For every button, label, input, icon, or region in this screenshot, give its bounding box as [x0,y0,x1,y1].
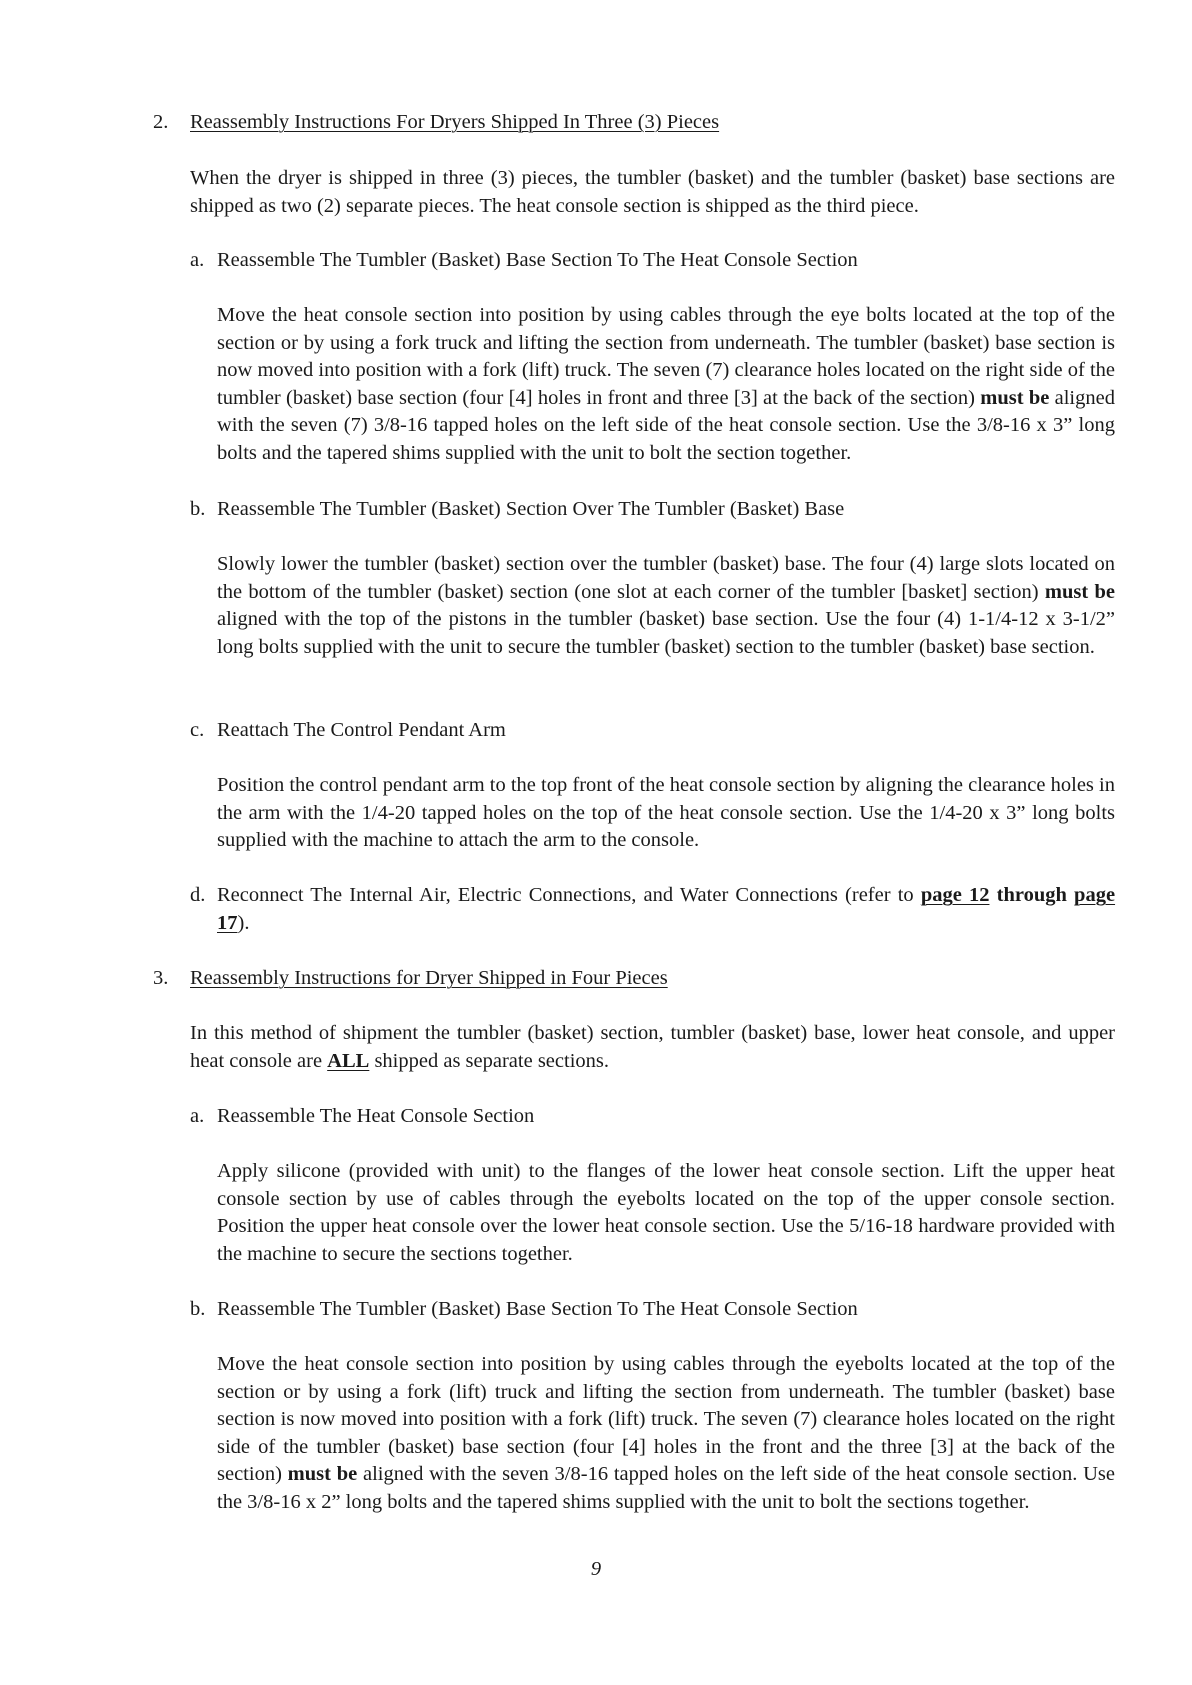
step-2a-emphasis: must be [980,386,1050,409]
section-2-heading: Reassembly Instructions For Dryers Shipped In Three (3) Pieces [190,111,720,133]
step-3b-body-text: Move the heat console section into position by using cables through the eyebolts located at the top of the section or by using a fork (lift) truck and lifting the section from underneath. The tumbler (basket) base section is now moved into position with a fork (lift) truck. The seven (7) clearance holes located on the right side of the tumbler (basket) base section (four [4] holes in the front and the three [3] at the back of the section) [217,1353,1115,1486]
step-2c-title: Reattach The Control Pendant Arm [217,719,506,741]
step-2a-title: Reassemble The Tumbler (Basket) Base Section To The Heat Console Section [217,249,858,271]
through-text: through [996,884,1067,906]
section-2-number: 2. [153,111,169,133]
step-3b-title: Reassemble The Tumbler (Basket) Base Section To The Heat Console Section [217,1298,858,1320]
section-2-intro: When the dryer is shipped in three (3) pieces, the tumbler (basket) and the tumbler (basket) base sections are shipped as two (2) separate pieces. The heat console section is shipped as the third piece. [190,167,1115,217]
step-2b-body [217,551,1115,661]
step-3b-body [217,1351,1115,1517]
step-2b-title: Reassemble The Tumbler (Basket) Section Over The Tumbler (Basket) Base [217,498,845,520]
step-2a-label: a. [190,249,205,271]
step-2d-title-text: Reconnect The Internal Air, Electric Connections, and Water Connections (refer to [217,884,914,906]
section-3-intro-text-cont: shipped as separate sections. [374,1049,609,1072]
step-3a-body: Apply silicone (provided with unit) to the flanges of the lower heat console section. Lift the upper heat console section by use of cables through the eyebolts located on the top of the upper console section. Position the upper heat console over the lower heat console section. Use the 5/16-18 hardware provided with the machine to secure the sections together. [217,1160,1115,1265]
step-2d-title-end: ). [237,911,250,934]
step-2b-label: b. [190,498,206,520]
step-3b-body-text-cont: aligned with the seven 3/8-16 tapped holes on the left side of the heat console section. Use the 3/8-16 x 2” long bolts and the tapered shims supplied with the unit to bolt the sections together. [217,1463,1115,1513]
step-2a-body-text-cont: aligned with the seven (7) 3/8-16 tapped holes on the left side of the heat console section. Use the 3/8-16 x 3” long bolts and the tapered shims supplied with the unit to bolt the section together. [217,386,1115,464]
section-3-intro [190,1020,1115,1075]
step-2a-body [217,302,1115,468]
step-2b-body-text-cont: aligned with the top of the pistons in the tumbler (basket) base section. Use the four (4) 1-1/4-12 x 3-1/2” long bolts supplied with the unit to secure the tumbler (basket) section to the tumbler (basket) base section. [217,608,1115,658]
step-3a-label: a. [190,1105,205,1127]
step-2c-label: c. [190,719,205,741]
page-17-link[interactable]: page 17 [217,884,1116,934]
step-3b-emphasis: must be [287,1463,358,1486]
page-number: 9 [590,1558,602,1580]
step-2d-label: d. [190,884,206,906]
step-2d-title [217,882,1115,937]
step-2a-body-text: Move the heat console section into position by using cables through the eye bolts located at the top of the section or by using a fork truck and lifting the section from underneath. The tumbler (basket) base section is now moved into position with a fork (lift) truck. The seven (7) clearance holes located on the right side of the tumbler (basket) base section (four [4] holes in front and three [3] at the back of the section) [217,304,1115,409]
step-3a-title: Reassemble The Heat Console Section [217,1105,535,1127]
page-12-link[interactable]: page 12 [920,884,990,906]
section-3-heading: Reassembly Instructions for Dryer Shipped in Four Pieces [190,967,668,989]
step-3b-label: b. [190,1298,206,1320]
section-3-number: 3. [153,967,169,989]
step-2c-body: Position the control pendant arm to the top front of the heat console section by aligning the clearance holes in the arm with the 1/4-20 tapped holes on the top of the heat console section. Use the 1/4-20 x 3” long bolts supplied with the machine to attach the arm to the console. [217,774,1115,852]
step-2b-body-text: Slowly lower the tumbler (basket) section over the tumbler (basket) base. The four (4) large slots located on the bottom of the tumbler (basket) section (one slot at each corner of the tumbler [basket] section) [217,553,1115,603]
step-2b-emphasis: must be [1044,580,1115,603]
section-3-emphasis: ALL [327,1049,370,1072]
section-3-intro-text: In this method of shipment the tumbler (basket) section, tumbler (basket) base, lower heat console, and upper heat console are [190,1022,1115,1072]
